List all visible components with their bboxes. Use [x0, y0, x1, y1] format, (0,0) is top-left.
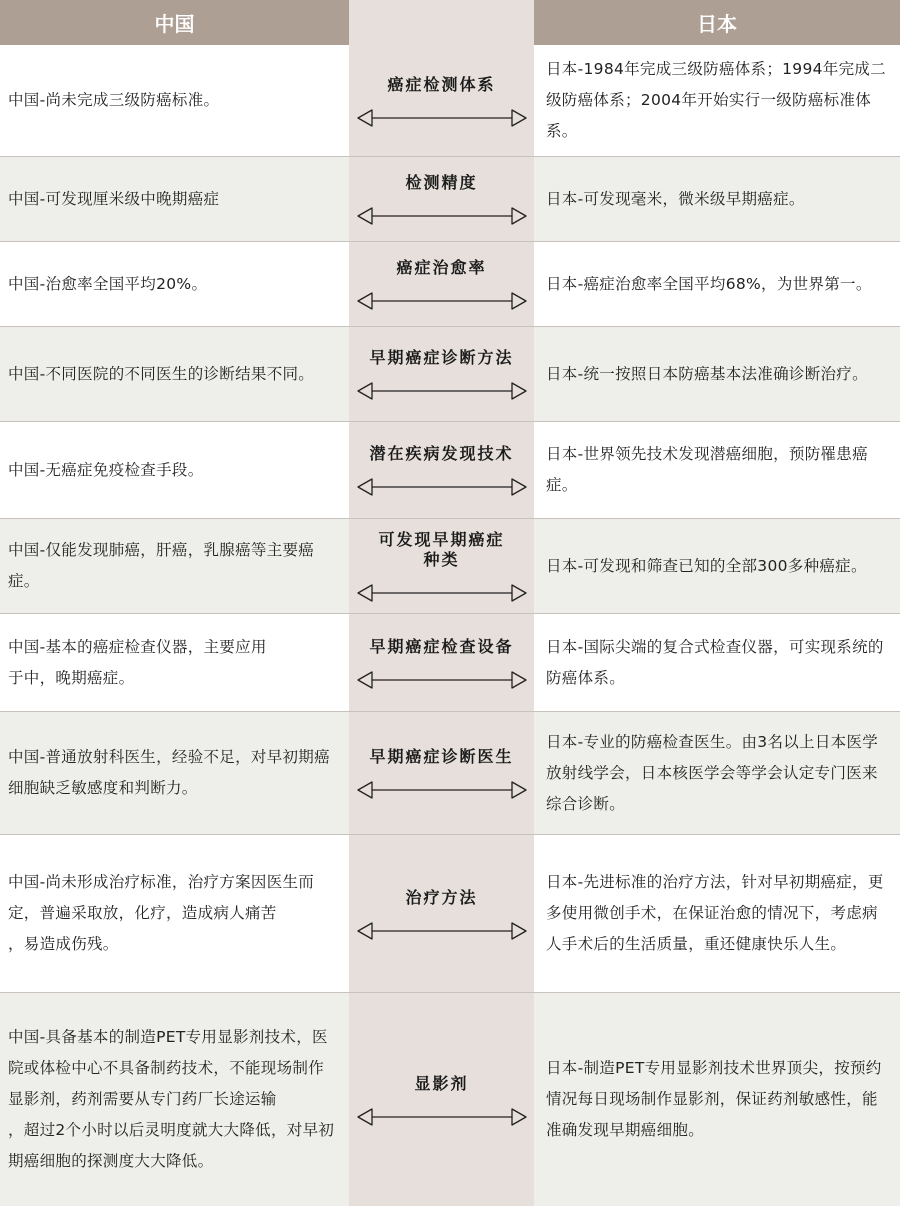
table-row — [0, 712, 900, 834]
china-cell — [0, 614, 349, 711]
japan-cell — [534, 712, 900, 834]
table-row — [0, 835, 900, 992]
china-text: 中国-具备基本的制造PET专用显影剂技术，医院或体检中心不具备制药技术，不能现场制作显影剂，药剂需要从专门药厂长途运输 ，超过2个小时以后灵明度就大大降低，对早初期癌细胞的探测度大大降低。 — [8, 1028, 335, 1170]
category-cell — [349, 422, 534, 518]
japan-text: 日本-癌症治愈率全国平均68%，为世界第一。 — [546, 274, 872, 293]
header-china: 中国 — [0, 0, 349, 45]
china-text: 中国-无癌症免疫检查手段。 — [8, 460, 204, 479]
category-cell — [349, 614, 534, 711]
table-row — [0, 327, 900, 421]
category-label: 癌症治愈率 — [396, 258, 487, 277]
japan-text: 日本-国际尖端的复合式检查仪器，可实现系统的防癌体系。 — [546, 637, 884, 687]
category-label: 检测精度 — [405, 173, 478, 192]
category-cell — [349, 835, 534, 992]
header-japan: 日本 — [534, 0, 900, 45]
china-text: 中国-治愈率全国平均20%。 — [8, 274, 208, 293]
japan-cell — [534, 614, 900, 711]
double-arrow-icon — [357, 109, 527, 127]
japan-cell — [534, 327, 900, 421]
china-cell — [0, 45, 349, 156]
category-cell — [349, 712, 534, 834]
double-arrow-icon — [357, 292, 527, 310]
table-row — [0, 993, 900, 1206]
japan-cell — [534, 422, 900, 518]
china-text: 中国-普通放射科医生，经验不足，对早初期癌细胞缺乏敏感度和判断力。 — [8, 748, 330, 797]
category-label: 早期癌症诊断医生 — [369, 747, 514, 766]
category-label: 可发现早期癌症 种类 — [378, 530, 505, 569]
japan-cell — [534, 835, 900, 992]
double-arrow-icon — [357, 922, 527, 940]
table-header — [0, 0, 900, 45]
china-cell — [0, 157, 349, 241]
japan-text: 日本-制造PET专用显影剂技术世界顶尖，按预约情况每日现场制作显影剂，保证药剂敏感性，能准确发现早期癌细胞。 — [546, 1059, 882, 1139]
japan-cell — [534, 45, 900, 156]
table-row — [0, 422, 900, 518]
china-text: 中国-不同医院的不同医生的诊断结果不同。 — [8, 364, 315, 383]
japan-text: 日本-1984年完成三级防癌体系；1994年完成二级防癌体系；2004年开始实行一级防癌标准体系。 — [546, 60, 886, 140]
japan-text: 日本-可发现毫米，微米级早期癌症。 — [546, 189, 805, 208]
category-cell — [349, 327, 534, 421]
japan-text: 日本-先进标准的治疗方法，针对早初期癌症，更多使用微创手术，在保证治愈的情况下，考虑病人手术后的生活质量，重还健康快乐人生。 — [546, 873, 884, 953]
table-row — [0, 242, 900, 326]
china-text: 中国-仅能发现肺癌，肝癌，乳腺癌等主要癌症。 — [8, 541, 315, 590]
china-text: 中国-尚未完成三级防癌标准。 — [8, 91, 220, 109]
japan-text: 日本-可发现和筛查已知的全部300多种癌症。 — [546, 556, 867, 575]
table-row — [0, 519, 900, 613]
category-cell — [349, 157, 534, 241]
category-cell — [349, 45, 534, 156]
china-cell — [0, 327, 349, 421]
japan-text: 日本-世界领先技术发现潜癌细胞，预防罹患癌症。 — [546, 445, 868, 494]
china-text: 中国-尚未形成治疗标准，治疗方案因医生而定，普遍采取放，化疗，造成病人痛苦 ，易造成伤残。 — [8, 873, 315, 953]
category-label: 早期癌症诊断方法 — [369, 348, 514, 367]
china-text: 中国-可发现厘米级中晚期癌症 — [8, 189, 220, 208]
china-cell — [0, 422, 349, 518]
japan-cell — [534, 519, 900, 613]
category-label: 潜在疾病发现技术 — [369, 444, 514, 463]
table-row — [0, 157, 900, 241]
table-row — [0, 45, 900, 156]
china-cell — [0, 712, 349, 834]
double-arrow-icon — [357, 382, 527, 400]
japan-cell — [534, 242, 900, 326]
japan-cell — [534, 157, 900, 241]
double-arrow-icon — [357, 584, 527, 602]
double-arrow-icon — [357, 781, 527, 799]
category-label: 癌症检测体系 — [387, 74, 496, 94]
china-text: 中国-基本的癌症检查仪器，主要应用 于中，晚期癌症。 — [8, 637, 267, 687]
category-cell — [349, 242, 534, 326]
category-label: 治疗方法 — [405, 887, 478, 907]
double-arrow-icon — [357, 671, 527, 689]
japan-text: 日本-专业的防癌检查医生。由3名以上日本医学放射线学会，日本核医学会等学会认定专门医来综合诊断。 — [546, 732, 879, 813]
double-arrow-icon — [357, 207, 527, 225]
table-row — [0, 614, 900, 711]
category-cell — [349, 519, 534, 613]
japan-text: 日本-统一按照日本防癌基本法准确诊断治疗。 — [546, 364, 868, 383]
double-arrow-icon — [357, 1108, 527, 1126]
category-label: 早期癌症检查设备 — [369, 636, 514, 656]
china-cell — [0, 242, 349, 326]
double-arrow-icon — [357, 478, 527, 496]
china-cell — [0, 519, 349, 613]
japan-cell — [534, 993, 900, 1206]
category-label: 显影剂 — [414, 1073, 469, 1093]
category-cell — [349, 993, 534, 1206]
header-middle — [349, 0, 534, 45]
china-cell — [0, 993, 349, 1206]
china-cell — [0, 835, 349, 992]
